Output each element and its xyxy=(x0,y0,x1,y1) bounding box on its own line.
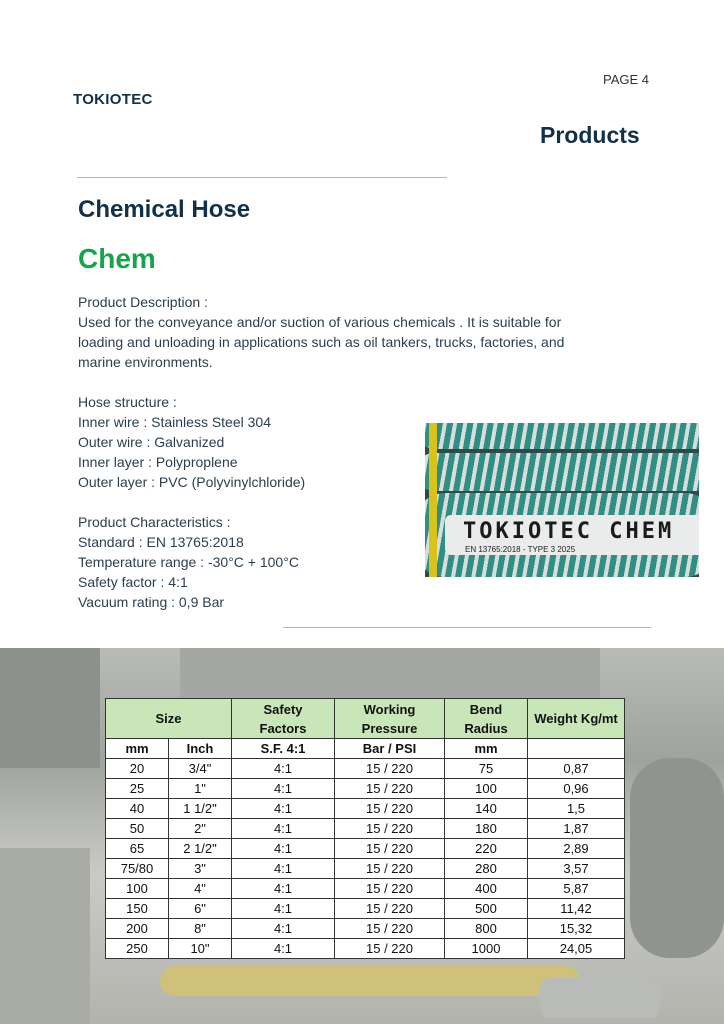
machinery-shape xyxy=(0,848,90,1024)
text-line: Outer wire : Galvanized xyxy=(78,434,225,450)
table-cell: 1,5 xyxy=(528,799,625,819)
table-cell: 75 xyxy=(445,759,528,779)
table-cell: 220 xyxy=(445,839,528,859)
table-body xyxy=(106,759,625,959)
header-weight: Weight Kg/mt xyxy=(528,699,625,739)
text-line: Used for the conveyance and/or suction of various chemicals . It is suitable for xyxy=(78,314,562,330)
table-cell: 75/80 xyxy=(106,859,169,879)
table-cell: 15 / 220 xyxy=(335,799,445,819)
subheader-inch: Inch xyxy=(169,739,232,759)
table-row xyxy=(106,799,625,819)
header-size: Size xyxy=(106,699,232,739)
table-cell: 15 / 220 xyxy=(335,819,445,839)
yellow-hose-shape xyxy=(160,966,580,996)
table-cell: 8" xyxy=(169,919,232,939)
table-cell: 50 xyxy=(106,819,169,839)
table-row xyxy=(106,819,625,839)
table-cell: 280 xyxy=(445,859,528,879)
text-line: Outer layer : PVC (Polyvinylchloride) xyxy=(78,474,306,490)
subheader-empty xyxy=(528,739,625,759)
specification-table xyxy=(105,698,625,959)
text-line: Inner layer : Polyproplene xyxy=(78,454,238,470)
table-cell: 5,87 xyxy=(528,879,625,899)
table-cell: 250 xyxy=(106,939,169,959)
machinery-shape xyxy=(0,648,100,768)
table-row xyxy=(106,779,625,799)
table-row xyxy=(106,839,625,859)
table-cell: 4:1 xyxy=(232,819,335,839)
text-line: Safety factor : 4:1 xyxy=(78,574,188,590)
table-cell: 4:1 xyxy=(232,899,335,919)
page-number: PAGE 4 xyxy=(603,72,650,87)
table-cell: 3,57 xyxy=(528,859,625,879)
text-line: Vacuum rating : 0,9 Bar xyxy=(78,594,225,610)
table-cell: 4:1 xyxy=(232,859,335,879)
yellow-strap xyxy=(429,423,437,577)
table-cell: 4:1 xyxy=(232,839,335,859)
text-line: marine environments. xyxy=(78,354,213,370)
table-cell: 0,96 xyxy=(528,779,625,799)
table-cell: 6" xyxy=(169,899,232,919)
header-working-pressure: Working Pressure xyxy=(335,699,445,739)
table-cell: 40 xyxy=(106,799,169,819)
hose-coil xyxy=(425,423,699,449)
table-row xyxy=(106,919,625,939)
table-cell: 15 / 220 xyxy=(335,899,445,919)
table-cell: 2 1/2" xyxy=(169,839,232,859)
section-title: Products xyxy=(540,122,640,148)
table-cell: 4:1 xyxy=(232,939,335,959)
table-cell: 15 / 220 xyxy=(335,779,445,799)
table-row xyxy=(106,759,625,779)
table-cell: 4:1 xyxy=(232,799,335,819)
text-line: Inner wire : Stainless Steel 304 xyxy=(78,414,271,430)
table-cell: 4:1 xyxy=(232,879,335,899)
subheader-mm: mm xyxy=(445,739,528,759)
hose-photo xyxy=(425,423,699,577)
company-name: TOKIOTEC xyxy=(73,91,153,108)
table-cell: 65 xyxy=(106,839,169,859)
table-cell: 11,42 xyxy=(528,899,625,919)
table-cell: 180 xyxy=(445,819,528,839)
table-cell: 2" xyxy=(169,819,232,839)
product-name: Chem xyxy=(78,243,156,274)
divider xyxy=(283,627,651,628)
table-row xyxy=(106,939,625,959)
table-row xyxy=(106,879,625,899)
text-line xyxy=(78,372,638,392)
table-cell: 2,89 xyxy=(528,839,625,859)
table-cell: 3" xyxy=(169,859,232,879)
table-cell: 1,87 xyxy=(528,819,625,839)
machinery-shape xyxy=(180,648,600,698)
divider xyxy=(77,177,447,178)
table-cell: 24,05 xyxy=(528,939,625,959)
table-cell: 15,32 xyxy=(528,919,625,939)
table-cell: 0,87 xyxy=(528,759,625,779)
table-cell: 4:1 xyxy=(232,919,335,939)
table-cell: 1" xyxy=(169,779,232,799)
table-cell: 100 xyxy=(445,779,528,799)
subheader-mm: mm xyxy=(106,739,169,759)
table-cell: 400 xyxy=(445,879,528,899)
table-cell: 25 xyxy=(106,779,169,799)
table-cell: 3/4" xyxy=(169,759,232,779)
hose-coil xyxy=(425,453,699,491)
table-cell: 150 xyxy=(106,899,169,919)
table-cell: 20 xyxy=(106,759,169,779)
hose-print: TOKIOTEC CHEM xyxy=(463,519,675,544)
table-cell: 100 xyxy=(106,879,169,899)
text-line: Product Description : xyxy=(78,294,208,310)
table-cell: 10" xyxy=(169,939,232,959)
table-cell: 200 xyxy=(106,919,169,939)
coupling-shape xyxy=(540,978,660,1018)
text-line: Product Characteristics : xyxy=(78,514,231,530)
header-safety-factors: Safety Factors xyxy=(232,699,335,739)
table-cell: 800 xyxy=(445,919,528,939)
table-cell: 15 / 220 xyxy=(335,839,445,859)
table-cell: 15 / 220 xyxy=(335,879,445,899)
table-cell: 500 xyxy=(445,899,528,919)
table-row xyxy=(106,899,625,919)
hose-shape xyxy=(630,758,724,958)
text-line: Standard : EN 13765:2018 xyxy=(78,534,244,550)
text-line: Hose structure : xyxy=(78,394,177,410)
table-cell: 4" xyxy=(169,879,232,899)
table-cell: 15 / 220 xyxy=(335,859,445,879)
table-row xyxy=(106,859,625,879)
header-bend-radius: Bend Radius xyxy=(445,699,528,739)
table-cell: 1 1/2" xyxy=(169,799,232,819)
table-cell: 4:1 xyxy=(232,779,335,799)
table-cell: 1000 xyxy=(445,939,528,959)
product-category-title: Chemical Hose xyxy=(78,196,251,223)
subheader-sf: S.F. 4:1 xyxy=(232,739,335,759)
table-cell: 15 / 220 xyxy=(335,759,445,779)
table-cell: 140 xyxy=(445,799,528,819)
table-cell: 15 / 220 xyxy=(335,919,445,939)
table-cell: 15 / 220 xyxy=(335,939,445,959)
text-line: loading and unloading in applications such as oil tankers, trucks, factories, and xyxy=(78,334,565,350)
hose-standard-print: EN 13765:2018 - TYPE 3 2025 xyxy=(465,545,576,554)
subheader-bar-psi: Bar / PSI xyxy=(335,739,445,759)
text-line: Temperature range : -30°C + 100°C xyxy=(78,554,299,570)
table-cell: 4:1 xyxy=(232,759,335,779)
